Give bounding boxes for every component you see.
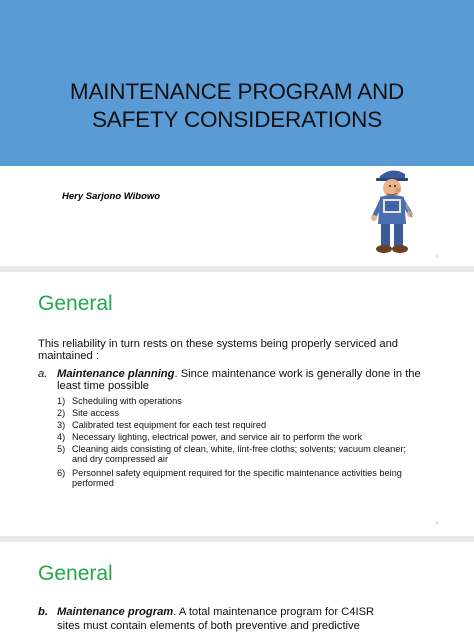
slide-3 — [0, 542, 474, 632]
list-item-continued: and dry compressed air — [72, 454, 169, 464]
item-b-line-1 — [57, 606, 467, 618]
list-item: Calibrated test equipment for each test required — [72, 420, 267, 430]
intro-text-line-2: maintained : — [38, 350, 99, 362]
item-b-marker: b. — [38, 606, 48, 618]
author-name: Hery Sarjono Wibowo — [62, 191, 161, 202]
list-item: Personnel safety equipment required for the specific maintenance activities being — [72, 468, 402, 478]
slide-number: 1 — [436, 253, 439, 258]
slide-title-line-1: MAINTENANCE PROGRAM AND — [69, 79, 405, 104]
list-item: Necessary lighting, electrical power, and service air to perform the work — [72, 432, 363, 442]
list-item-num: 2) — [57, 408, 66, 418]
slide-title-line-2: SAFETY CONSIDERATIONS — [91, 107, 382, 132]
list-item: Scheduling with operations — [72, 396, 182, 406]
list-item: Cleaning aids consisting of clean, white, lint-free cloths; solvents; vacuum cleaner; — [72, 444, 406, 454]
list-item-num: 1) — [57, 396, 66, 406]
worker-mascot-image — [367, 166, 417, 256]
slide-1 — [0, 0, 474, 266]
item-a-line-1 — [57, 368, 421, 380]
list-item-num: 5) — [57, 444, 66, 454]
list-item-num: 6) — [57, 468, 66, 478]
section-heading: General — [38, 292, 113, 315]
intro-text-line-1: This reliability in turn rests on these systems being properly serviced and — [38, 338, 399, 350]
list-item-num: 3) — [57, 420, 66, 430]
section-heading: General — [38, 562, 113, 585]
item-b-text: . A total maintenance program for C4ISR — [173, 606, 375, 618]
item-a-title: Maintenance planning — [57, 368, 175, 380]
list-item-num: 4) — [57, 432, 66, 442]
item-a-text: . Since maintenance work is generally done in the — [174, 368, 421, 380]
list-item: Site access — [72, 408, 119, 418]
item-b-line-2: sites must contain elements of both preventive and predictive — [57, 620, 360, 632]
item-b-title: Maintenance program — [57, 606, 174, 618]
item-a-marker: a. — [38, 368, 48, 380]
item-a-line-2: least time possible — [57, 380, 150, 392]
slide-number: 2 — [436, 520, 439, 525]
slide-2 — [0, 272, 474, 536]
list-item-continued: performed — [72, 478, 114, 488]
